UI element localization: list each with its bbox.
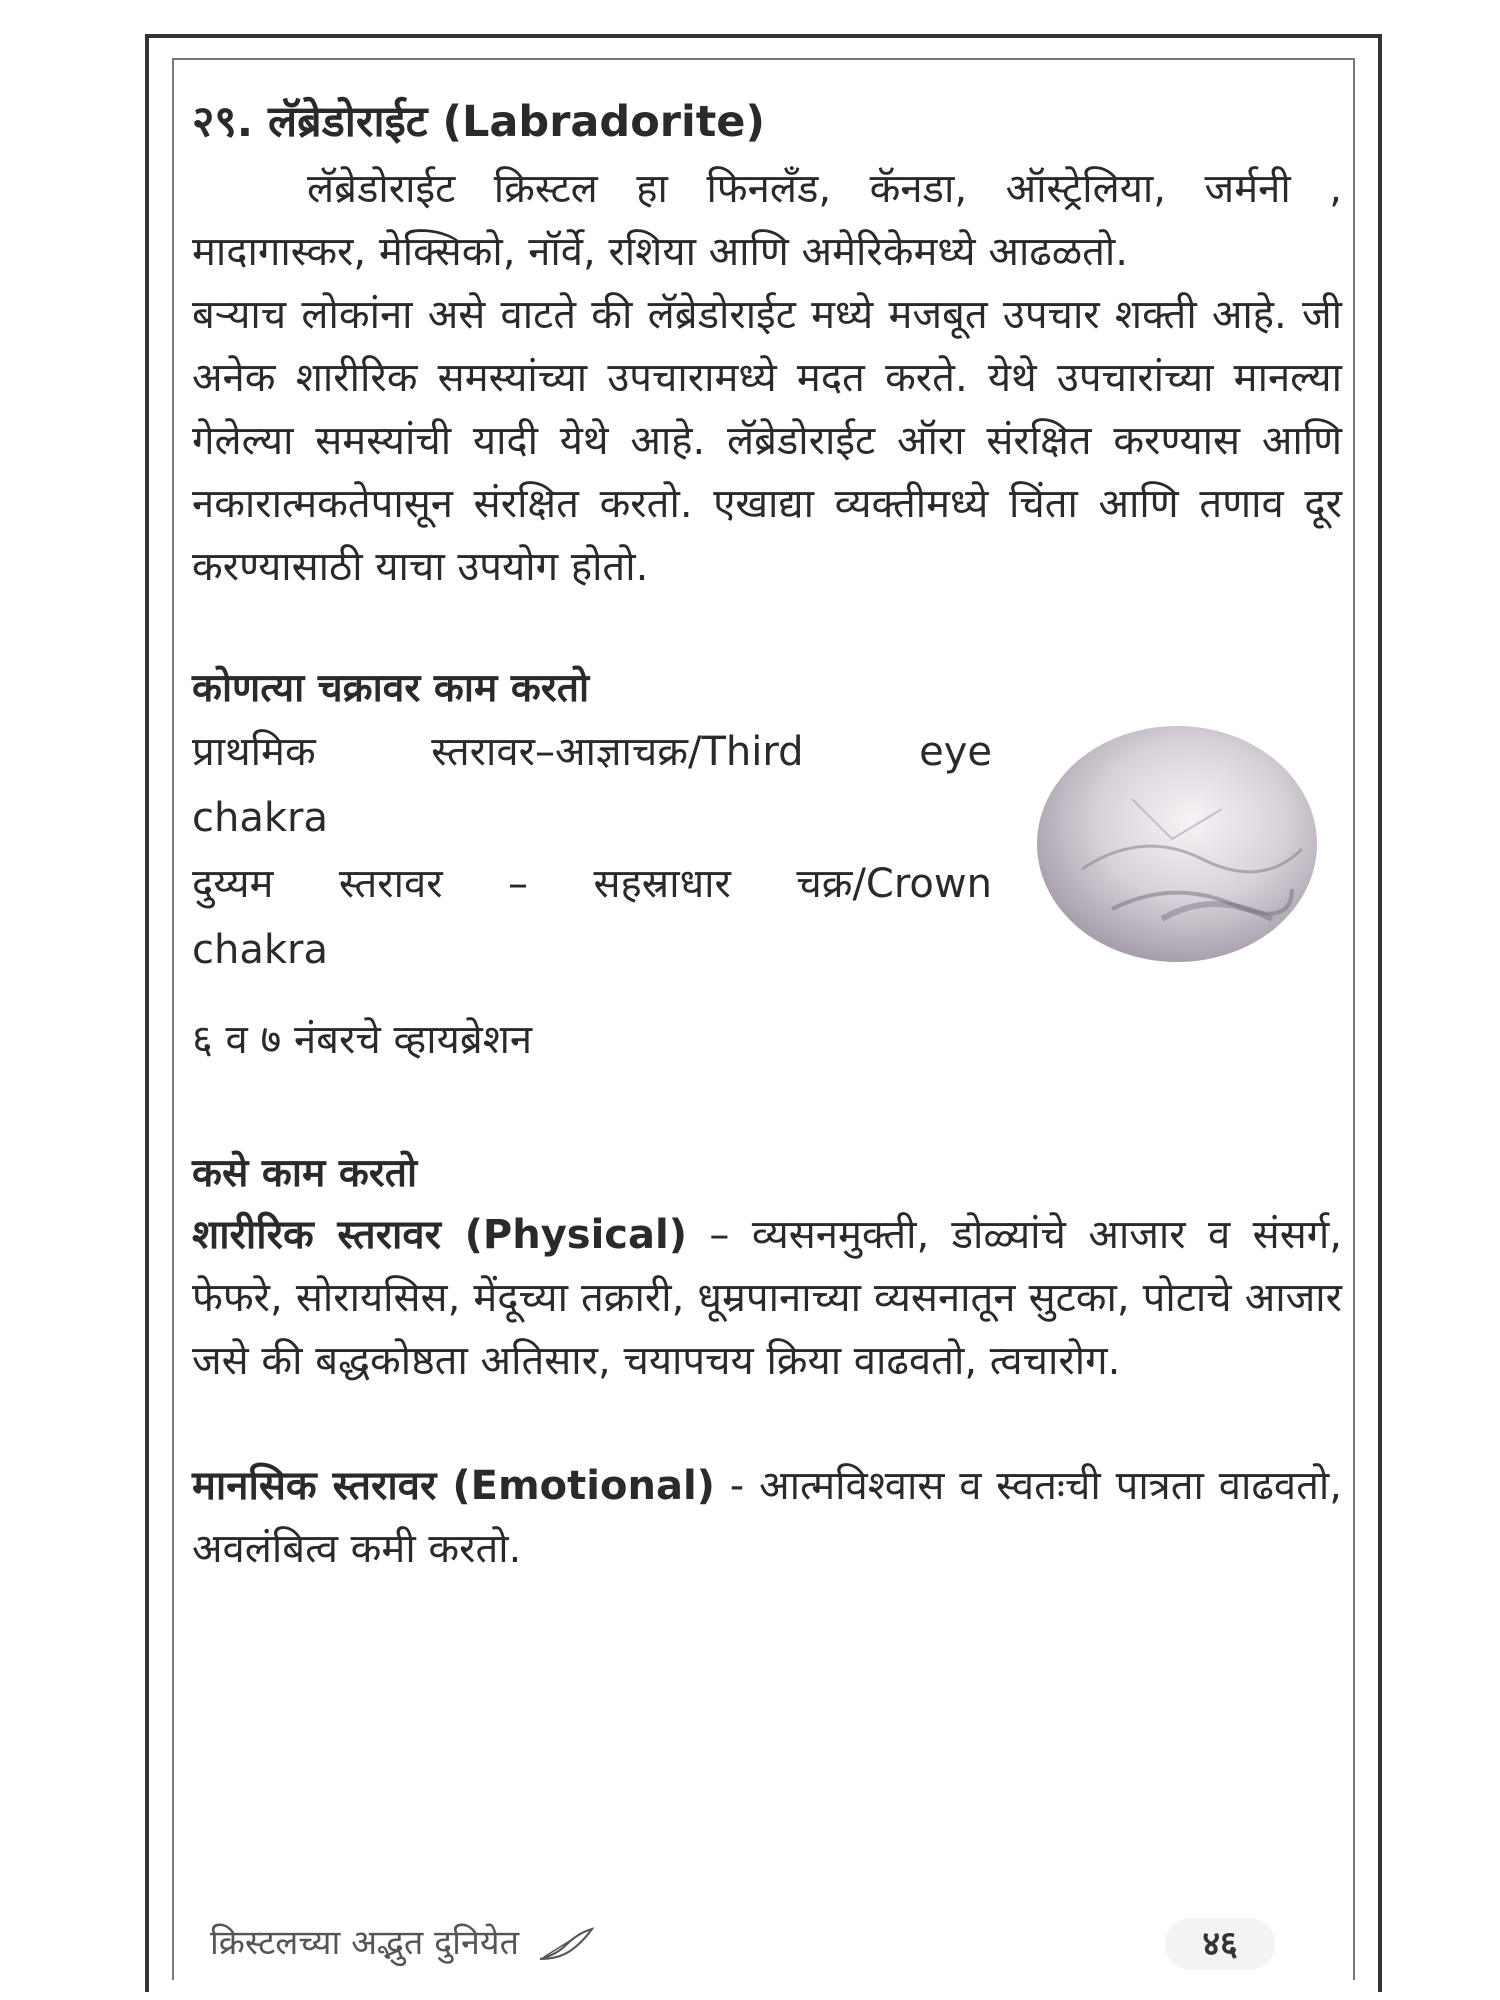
chakra-secondary-dash: – (508, 861, 529, 907)
how-it-works-heading: कसे काम करतो (192, 1151, 418, 1196)
section-heading: २९. लॅब्रेडोराईट (Labradorite) (192, 97, 766, 147)
chakra-secondary-mid: स्तरावर (338, 861, 443, 907)
emotional-paragraph (192, 1455, 1342, 1581)
physical-text: – व्यसनमुक्ती, डोळ्यांचे आजार व संसर्ग, फेफरे, सोरायसिस, मेंदूच्या तक्रारी, धूम्रपानाच्या व्यसनातून सुटका, पोटाचे आजार जसे की बद्धकोष्ठता अतिसार, चयापचय क्रिया वाढवतो, त्वचारोग. (192, 1212, 1342, 1384)
emotional-text: - आत्मविश्वास व स्वतःची पात्रता वाढवतो, अवलंबित्व कमी करतो. (192, 1463, 1342, 1572)
emotional-label: मानसिक स्तरावर (Emotional) (192, 1463, 715, 1509)
intro-paragraph-2: बऱ्याच लोकांना असे वाटते की लॅब्रेडोराईट मध्ये मजबूत उपचार शक्ती आहे. जी अनेक शारीरिक समस्यांच्या उपचारामध्ये मदत करते. येथे उपचारांच्या मानल्या गेलेल्या समस्यांची यादी येथे आहे. लॅब्रेडोराईट ऑरा संरक्षित करण्यास आणि नकारात्मकतेपासून संरक्षित करतो. एखाद्या व्यक्तीमध्ये चिंता आणि तणाव दूर करण्यासाठी याचा उपयोग होतो. (192, 292, 1342, 590)
page-number: ४६ (1165, 1918, 1275, 1970)
vibration-text: ६ व ७ नंबरचे व्हायब्रेशन (192, 1017, 533, 1063)
chakra-primary-line (192, 719, 992, 785)
chakra-heading: कोणत्या चक्रावर काम करतो (192, 666, 590, 711)
chakra-secondary-label: दुय्यम (192, 861, 274, 907)
physical-paragraph (192, 1204, 1342, 1393)
labradorite-crystal-image (1022, 719, 1322, 969)
chakra-primary-label: प्राथमिक (192, 729, 316, 775)
chakra-section (192, 719, 1342, 979)
footer-title-wrap (210, 1918, 596, 1968)
chakra-secondary-mid2: सहस्राधार (593, 861, 731, 907)
chakra-primary-cont: chakra (192, 795, 328, 841)
intro-paragraph-1: लॅब्रेडोराईट क्रिस्टल हा फिनलँड, कॅनडा, ऑस्ट्रेलिया, जर्मनी , मादागास्कर, मेक्सिको, नॉर्वे, रशिया आणि अमेरिकेमध्ये आढळतो. (192, 166, 1342, 275)
chakra-list (192, 719, 992, 983)
chakra-primary-mid: स्तरावर–आज्ञाचक्र/Third (431, 729, 804, 775)
chakra-secondary-cont: chakra (192, 927, 328, 973)
page-footer (210, 1918, 1290, 1978)
chakra-secondary-end: चक्र/Crown (796, 861, 992, 907)
chakra-primary-end: eye (919, 729, 992, 775)
physical-label: शारीरिक स्तरावर (Physical) (192, 1212, 688, 1258)
page-content (192, 92, 1342, 1581)
quill-pen-icon (536, 1925, 596, 1965)
chakra-secondary-line (192, 851, 992, 917)
footer-title: क्रिस्टलच्या अद्भुत दुनियेत (210, 1923, 519, 1963)
